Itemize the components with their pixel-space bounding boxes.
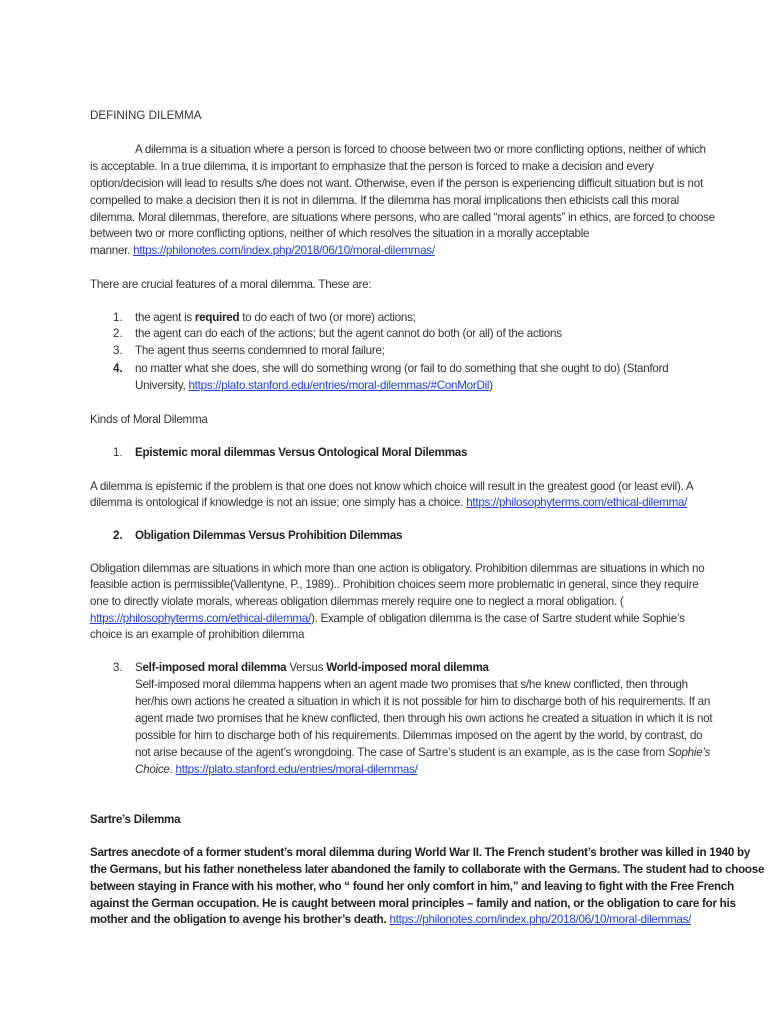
philonotes-link[interactable]: https://philonotes.com/index.php/2018/06/10/moral-dilemmas/ [389,913,692,926]
kind-title-a: elf-imposed moral dilemma [142,661,287,674]
philosophyterms-link[interactable]: https://philosophyterms.com/ethical-dilemma/ [466,496,688,509]
feature-text: to do each of two (or more) actions; [239,311,416,324]
feature-text: University, [135,379,189,392]
intro-line: is acceptable. In a true dilemma, it is important to emphasize that the person is forced to make a decision and every [90,160,654,173]
kind-title: Obligation Dilemmas Versus Prohibition Dilemmas [135,529,403,542]
kind2-text: one to directly violate morals, whereas obligation dilemmas merely require one to neglect a moral obligation. ( [90,595,624,608]
kind3-text-line [135,762,418,778]
feature-item-cont [135,378,493,394]
feature-item: no matter what she does, she will do something wrong (or fail to do something that she ought to do) (Stanford [135,362,669,375]
feature-item: The agent thus seems condemned to moral failure; [135,344,385,357]
sartre-text: between staying in France with his mother, who “ found her only comfort in him,” and leaving to fight with the Free French [90,880,734,893]
kind2-text: choice is an example of prohibition dilemma [90,628,305,641]
feature-number: 4. [113,362,123,375]
kind1-text: A dilemma is epistemic if the problem is that one does not know which choice will result in the greatest good (or least evil). A [90,480,694,493]
kind2-text: feasible action is permissible [90,578,231,591]
feature-bold-text: required [194,311,240,324]
kind1-text-last [90,495,687,511]
intro-line: dilemma. Moral dilemmas, therefore, are situations where persons, who are called “moral agents” in ethics, are forced to choose [90,211,715,224]
kind2-text: (Vallentyne, P., 1989).. Prohibition choices seem more problematic in general, since they require [230,578,699,591]
philosophyterms-link[interactable]: https://philosophyterms.com/ethical-dilemma/ [90,612,311,625]
kind3-italic-text: Sophie’s [667,746,711,759]
kind1-text: dilemma is ontological if knowledge is not an issue; one simply has a choice. [90,496,467,509]
sartre-text: the Germans, but his father nonetheless later abandoned the family to collaborate with the Germans. The student had to choose [90,863,765,876]
kind3-text: agent made two promises that he knew conflicted, then through his own actions he created a situation in which it is not [135,712,713,725]
stanford-link[interactable]: https://plato.stanford.edu/entries/moral-dilemmas/#ConMorDil [188,379,490,392]
feature-text: ) [489,379,493,392]
feature-number: 3. [113,344,123,357]
kind3-text: Self-imposed moral dilemma happens when an agent made two promises that s/he knew conflicted, then through [135,678,688,691]
sartre-text: mother and the obligation to avenge his brother’s death. [90,913,390,926]
features-intro: There are crucial features of a moral dilemma. These are: [90,278,372,291]
feature-number: 1. [113,311,123,324]
kind2-text: Obligation dilemmas are situations in which more than one action is obligatory. Prohibition dilemmas are situations in which no [90,562,705,575]
kind-title [135,660,489,676]
kind-title: Epistemic moral dilemmas Versus Ontological Moral Dilemmas [135,446,468,459]
kind2-text-line [90,611,685,627]
sartre-text: against the German occupation. He is caught between moral principles – family and nation, or the obligation to care for his [90,897,736,910]
intro-line: between two or more conflicting options, neither of which resolves the situation in a morally acceptable [90,227,590,240]
kind2-text: ). Example of obligation dilemma is the case of Sartre student while Sophie’s [310,612,685,625]
stanford-link[interactable]: https://plato.stanford.edu/entries/moral-dilemmas/ [175,763,418,776]
kind3-text-line [135,745,710,761]
feature-number: 2. [113,327,123,340]
feature-item [135,310,416,326]
kind-title-initial: S [135,661,143,674]
sartre-heading: Sartre’s Dilemma [90,813,181,826]
intro-line: A dilemma is a situation where a person is forced to choose between two or more conflicting options, neither of which [135,143,706,156]
kind3-text: her/his own actions he created a situation in which it is not possible for him to discharge both of his requirements. If an [135,695,711,708]
sartre-text: Sartres anecdote of a former student’s moral dilemma during World War II. The French student’s brother was killed in 1940 by [90,846,751,859]
kind3-italic-text: Choice [135,763,170,776]
feature-text: the agent is [135,311,195,324]
page-title: DEFINING DILEMMA [90,109,202,122]
intro-link[interactable]: https://philonotes.com/index.php/2018/06/10/moral-dilemmas/ [133,244,435,257]
kinds-heading: Kinds of Moral Dilemma [90,413,208,426]
kind2-text-line [90,577,698,593]
feature-item: the agent can do each of the actions; but the agent cannot do both (or all) of the actions [135,327,562,340]
intro-line-last [90,243,435,259]
intro-text: manner. [90,244,134,257]
intro-line: compelled to make a decision then it is not in dilemma. If the dilemma has moral implications then ethicists call this moral [90,194,679,207]
kind3-text: . [169,763,176,776]
kind-number: 2. [113,529,123,542]
kind-number: 3. [113,661,123,674]
sartre-text-last [90,912,691,928]
kind-title-b: World-imposed moral dilemma [326,661,489,674]
kind-title-versus: Versus [286,661,327,674]
intro-line: option/decision will lead to results s/he does not want. Otherwise, even if the person is experiencing difficult situation but is not [90,177,703,190]
kind3-text: not arise because of the agent’s wrongdoing. The case of Sartre’s student is an example, as is the case from [135,746,668,759]
kind3-text: possible for him to discharge both of his requirements. Dilemmas imposed on the agent by the world, by contrast, do [135,729,703,742]
kind-number: 1. [113,446,123,459]
